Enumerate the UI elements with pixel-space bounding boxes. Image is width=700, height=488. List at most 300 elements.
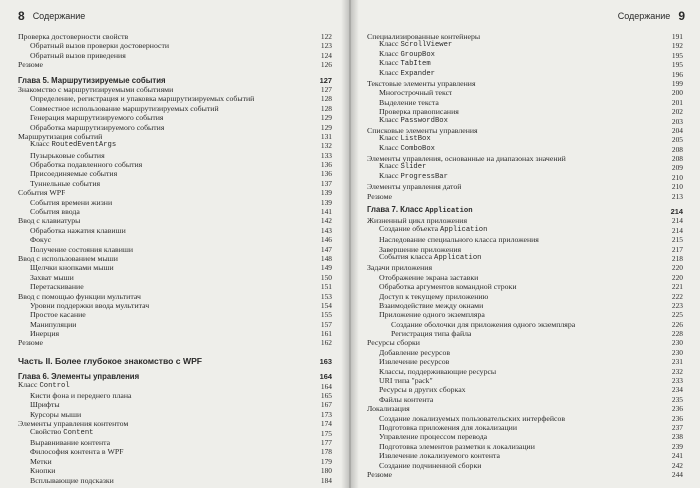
toc-entry-title [18, 104, 219, 113]
toc-page-number: 236 [671, 413, 683, 423]
toc-entry-text: Фокус [30, 235, 52, 245]
toc-entry-text: Элементы управления, основанные на диапазонах значений [367, 154, 566, 164]
toc-entry-code: ComboBox [400, 144, 435, 153]
toc-entry-text: Создание подчиненной сборки [379, 460, 482, 470]
toc-entry-title [18, 179, 100, 188]
toc-entry-title [367, 88, 452, 97]
toc-entry-text: Выравнивание контента [30, 438, 111, 447]
toc-entry-text: Подготовка приложения для локализации [379, 423, 518, 432]
toc-entry-title [18, 380, 70, 391]
toc-entry-title [18, 447, 124, 456]
toc-entry-title [18, 320, 76, 329]
toc-entry-title [18, 466, 55, 475]
toc-entry[interactable] [18, 160, 332, 169]
toc-entry-code: Expander [400, 69, 435, 78]
right-page-number: 9 [678, 9, 685, 23]
toc-entry[interactable] [367, 367, 683, 376]
toc-page-number: 200 [671, 88, 683, 98]
toc-entry[interactable] [367, 357, 683, 366]
left-page-header [18, 9, 336, 25]
toc-entry-title [18, 41, 169, 50]
toc-entry-text: Маршрутизация событий [18, 131, 103, 141]
toc-entry[interactable] [18, 51, 332, 60]
toc-entry-title [18, 188, 65, 197]
toc-entry[interactable] [18, 339, 332, 348]
toc-entry[interactable] [367, 385, 683, 394]
toc-page-number: 154 [320, 300, 332, 310]
toc-entry-title [367, 224, 487, 235]
toc-entry-text: Метки [30, 456, 52, 466]
toc-entry[interactable] [18, 245, 332, 254]
toc-page-number: 123 [320, 41, 332, 51]
toc-entry-title [18, 94, 254, 103]
toc-entry-text: Захват мыши [30, 272, 74, 282]
toc-entry[interactable] [18, 207, 332, 216]
toc-entry[interactable] [18, 273, 332, 282]
toc-entry-title [367, 329, 471, 338]
toc-page-number: 164 [319, 372, 332, 382]
toc-entry[interactable] [367, 88, 683, 97]
toc-entry[interactable] [18, 104, 332, 113]
toc-entry-text: Класс [379, 58, 401, 68]
toc-entry[interactable] [18, 320, 332, 329]
toc-page-number: 128 [320, 94, 332, 104]
toc-page-number: 220 [671, 263, 683, 273]
toc-entry[interactable] [18, 310, 332, 319]
toc-entry[interactable] [18, 141, 332, 150]
toc-page-number: 149 [320, 263, 332, 273]
left-page-number: 8 [18, 9, 25, 23]
toc-page-number: 234 [671, 385, 683, 395]
toc-entry[interactable] [367, 263, 683, 272]
toc-entry-text: Генерация маршрутизируемого события [30, 113, 164, 123]
toc-entry[interactable] [367, 98, 683, 107]
toc-entry-title [367, 461, 481, 470]
toc-page-number: 128 [320, 103, 332, 113]
toc-entry-text: Класс [379, 170, 401, 180]
toc-page-number: 179 [320, 456, 332, 466]
toc-entry-text: Извлечение локализуемого контента [379, 451, 500, 461]
toc-entry-text: Класс [18, 379, 40, 389]
toc-entry-text: Ввод с помощью функции мультитач [18, 291, 141, 301]
toc-entry-title [18, 198, 112, 207]
toc-page-number: 205 [671, 135, 683, 145]
toc-entry-title [367, 338, 420, 347]
toc-page-number: 221 [671, 282, 683, 292]
toc-entry-code: PasswordBox [400, 116, 448, 125]
toc-page-number: 228 [671, 329, 683, 339]
toc-entry-text: Класс [379, 67, 401, 77]
toc-entry-text: Обработка аргументов командной строки [379, 282, 517, 292]
toc-entry-title [18, 338, 43, 347]
toc-entry[interactable] [18, 329, 332, 338]
toc-entry-title [367, 182, 461, 191]
toc-page-number: 244 [671, 469, 683, 479]
toc-entry-title [367, 143, 435, 154]
toc-page-number: 209 [671, 163, 683, 173]
toc-page-number: 215 [671, 235, 683, 245]
toc-entry[interactable] [18, 113, 332, 122]
toc-entry-title [18, 438, 110, 447]
toc-page-number: 208 [671, 144, 683, 154]
toc-entry[interactable] [18, 235, 332, 244]
toc-page-number: 230 [671, 338, 683, 348]
toc-entry[interactable] [18, 426, 332, 438]
toc-entry-title [18, 263, 114, 272]
toc-entry[interactable] [367, 432, 683, 441]
toc-page-number: 162 [320, 338, 332, 348]
toc-page-number: 204 [671, 125, 683, 135]
left-toc-list [18, 32, 332, 485]
toc-page-number: 137 [320, 178, 332, 188]
toc-entry[interactable] [367, 320, 683, 329]
toc-entry-title [367, 470, 392, 479]
toc-page-number: 241 [671, 451, 683, 461]
toc-entry[interactable] [367, 339, 683, 348]
toc-entry-text: Определение, регистрация и упаковка маршрутизируемых событий [30, 94, 255, 104]
toc-page-number: 177 [320, 438, 332, 447]
toc-page-number: 127 [320, 84, 332, 94]
toc-entry[interactable] [367, 114, 683, 126]
toc-page-number: 148 [320, 253, 332, 263]
toc-entry[interactable] [367, 461, 683, 470]
toc-entry-text: Приложение одного экземпляра [379, 310, 485, 320]
toc-entry[interactable] [18, 410, 332, 419]
toc-page-number: 210 [671, 172, 683, 182]
toc-entry[interactable] [367, 235, 683, 244]
toc-entry-text: Простое касание [30, 310, 86, 320]
toc-entry[interactable] [367, 192, 683, 201]
toc-entry-text: Класс [30, 139, 52, 149]
toc-entry-title [367, 376, 433, 385]
toc-entry-text: Класс [379, 142, 401, 152]
toc-entry-text: Текстовые элементы управления [367, 78, 476, 88]
toc-entry[interactable] [18, 226, 332, 235]
toc-page-number: 226 [671, 319, 683, 329]
toc-entry-title [367, 205, 473, 216]
toc-entry-title [18, 85, 173, 94]
toc-entry-title [367, 252, 481, 263]
toc-page-number: 129 [320, 122, 332, 132]
toc-entry-title [18, 113, 163, 122]
toc-page-number: 174 [320, 419, 332, 429]
toc-entry-code: GroupBox [400, 50, 435, 59]
toc-entry-text: Уровни поддержки ввода мультитач [30, 300, 150, 310]
toc-page-number: 165 [320, 391, 332, 401]
toc-entry-text: Манипуляции [30, 319, 77, 329]
toc-entry-title [367, 367, 496, 376]
toc-entry-title [367, 310, 485, 319]
toc-entry-title [18, 254, 118, 263]
toc-page-number: 178 [320, 447, 332, 457]
toc-entry-text: Локализация [367, 404, 410, 414]
toc-entry-title [367, 301, 483, 310]
toc-entry-title [18, 410, 81, 419]
toc-page-number: 173 [320, 409, 332, 419]
toc-entry[interactable] [367, 414, 683, 423]
toc-entry[interactable] [18, 379, 332, 391]
toc-page-number: 150 [320, 272, 332, 282]
toc-page-number: 141 [320, 207, 332, 217]
toc-entry-text: Задачи приложения [367, 263, 433, 273]
toc-entry[interactable] [18, 60, 332, 69]
toc-entry-title [367, 442, 535, 451]
toc-entry-title [18, 216, 80, 225]
toc-entry-title [367, 171, 448, 182]
toc-entry[interactable] [18, 41, 332, 50]
toc-entry[interactable] [367, 67, 683, 79]
toc-entry-title [18, 226, 126, 235]
toc-entry[interactable] [18, 476, 332, 485]
toc-entry[interactable] [18, 438, 332, 447]
toc-entry-text: События WPF [18, 188, 66, 198]
toc-entry-text: События времени жизни [30, 197, 113, 207]
toc-part-heading[interactable] [18, 357, 332, 366]
toc-page-number: 167 [320, 400, 332, 410]
toc-page-number: 151 [320, 282, 332, 292]
toc-entry-text: Создание локализуемых пользовательских интерфейсов [379, 413, 566, 423]
toc-entry-text: Совместное использование маршрутизируемых событий [30, 103, 219, 113]
toc-entry-text: Проверка правописания [379, 107, 459, 117]
toc-page-number: 232 [671, 366, 683, 376]
toc-entry-text: Обратный вызов проверки достоверности [30, 41, 170, 51]
toc-entry[interactable] [18, 198, 332, 207]
toc-entry[interactable] [367, 273, 683, 282]
toc-entry[interactable] [367, 442, 683, 451]
toc-entry-text: Специализированные контейнеры [367, 31, 481, 41]
toc-entry-text: Управление процессом перевода [379, 432, 488, 442]
toc-entry-text: Курсоры мыши [30, 409, 82, 419]
toc-entry[interactable] [367, 142, 683, 154]
toc-entry[interactable] [367, 170, 683, 182]
toc-entry-text: Шрифты [30, 400, 60, 410]
toc-page-number: 218 [671, 253, 683, 263]
toc-entry[interactable] [18, 179, 332, 188]
toc-entry-text: Резюме [18, 60, 43, 70]
toc-entry-text: Перетаскивание [30, 282, 84, 292]
toc-page-number: 201 [671, 97, 683, 107]
toc-entry-text: Глава 5. Маршрутизируемые события [18, 75, 166, 85]
toc-entry-title [18, 310, 86, 319]
toc-entry-text: Класс [379, 39, 401, 49]
toc-page-number: 217 [671, 244, 683, 254]
toc-entry-title [18, 301, 149, 310]
toc-page-number: 192 [671, 41, 683, 51]
toc-entry[interactable] [18, 169, 332, 178]
toc-entry[interactable] [18, 188, 332, 197]
toc-entry-title [367, 414, 565, 423]
toc-page-number: 214 [670, 207, 683, 217]
toc-entry-title [18, 76, 166, 85]
toc-entry[interactable] [18, 457, 332, 466]
toc-chapter-heading[interactable] [18, 76, 332, 85]
toc-entry-text: Элементы управления датой [367, 182, 462, 192]
toc-chapter-heading[interactable] [367, 207, 683, 216]
toc-entry[interactable] [18, 94, 332, 103]
toc-entry-code: Application [434, 253, 482, 262]
toc-entry[interactable] [367, 79, 683, 88]
toc-page-number: 195 [671, 60, 683, 70]
toc-page-number: 231 [671, 357, 683, 367]
toc-entry-text: Обратный вызов приведения [30, 50, 126, 60]
toc-entry-text: Добавление ресурсов [379, 347, 451, 357]
right-page [351, 0, 700, 488]
toc-page-number: 180 [320, 466, 332, 476]
toc-entry-code: ProgressBar [400, 172, 448, 181]
toc-page-number: 196 [671, 69, 683, 79]
toc-entry[interactable] [18, 254, 332, 263]
toc-entry[interactable] [367, 182, 683, 191]
toc-entry-code: ListBox [400, 135, 431, 144]
toc-entry[interactable] [367, 395, 683, 404]
toc-entry-code: Application [425, 207, 473, 216]
toc-entry-text: Отображение экрана заставки [379, 272, 479, 282]
toc-entry-text: Присоединяемые события [30, 169, 118, 179]
toc-entry[interactable] [18, 32, 332, 41]
toc-entry[interactable] [18, 85, 332, 94]
toc-entry-text: Извлечение ресурсов [379, 357, 450, 367]
toc-entry-title [18, 329, 59, 338]
left-page-running-title: Содержание [32, 11, 86, 21]
toc-entry[interactable] [367, 404, 683, 413]
toc-entry[interactable] [367, 282, 683, 291]
toc-entry[interactable] [18, 301, 332, 310]
toc-entry-text: Кнопки [30, 466, 56, 476]
toc-page-number: 126 [320, 60, 332, 70]
toc-entry-title [367, 385, 466, 394]
toc-page-number: 136 [320, 169, 332, 179]
toc-entry-title [367, 115, 448, 126]
toc-entry-title [367, 263, 432, 272]
toc-entry[interactable] [18, 447, 332, 456]
toc-entry[interactable] [18, 282, 332, 291]
right-page-header [361, 9, 685, 25]
toc-entry-text: Глава 6. Элементы управления [18, 372, 140, 382]
toc-entry-title [18, 32, 128, 41]
toc-page-number: 238 [671, 432, 683, 442]
toc-entry-text: Класс [379, 48, 401, 58]
toc-entry-text: Наследование специального класса приложения [379, 235, 539, 245]
toc-entry-text: Классы, поддерживающие ресурсы [379, 366, 497, 376]
toc-entry-text: События класса [379, 251, 434, 261]
toc-entry-text: URI типа "pack" [379, 376, 433, 386]
toc-page-number: 214 [671, 216, 683, 226]
toc-entry-text: Обработка маршрутизируемого события [30, 122, 165, 132]
toc-entry-title [18, 51, 126, 60]
toc-entry-title [367, 357, 449, 366]
toc-entry-title [18, 151, 105, 160]
toc-entry-title [367, 79, 476, 88]
toc-entry[interactable] [18, 466, 332, 475]
toc-entry-title [367, 292, 488, 301]
toc-page-number: 136 [320, 160, 332, 170]
toc-entry-text: Ресурсы сборки [367, 338, 420, 348]
toc-page-number: 127 [319, 75, 332, 85]
toc-entry-text: Ввод с использованием мыши [18, 253, 118, 263]
toc-entry-title [367, 423, 517, 432]
toc-entry-text: Свойство [30, 426, 64, 436]
toc-entry-title [367, 395, 433, 404]
toc-entry[interactable] [367, 251, 683, 263]
toc-entry-title [18, 169, 117, 178]
toc-entry[interactable] [18, 151, 332, 160]
toc-entry-text: Класс [379, 133, 401, 143]
toc-entry-text: Резюме [18, 338, 43, 348]
toc-page-number: 139 [320, 188, 332, 198]
toc-entry-text: Обработка нажатия клавиши [30, 225, 126, 235]
toc-page-number: 214 [671, 225, 683, 235]
toc-entry-text: Многострочный текст [379, 88, 453, 98]
toc-entry[interactable] [18, 292, 332, 301]
toc-entry[interactable] [18, 123, 332, 132]
toc-entry-text: Резюме [367, 469, 392, 479]
toc-entry-text: Доступ к текущему приложению [379, 291, 489, 301]
toc-page-number: 203 [671, 116, 683, 126]
toc-entry[interactable] [367, 301, 683, 310]
toc-page-number: 230 [671, 347, 683, 357]
toc-entry-title [367, 432, 487, 441]
toc-entry-title [367, 451, 500, 460]
toc-entry-title [18, 245, 133, 254]
toc-page-number: 202 [671, 107, 683, 117]
toc-entry-text: Философия контента в WPF [30, 447, 124, 457]
toc-entry-text: Ввод с клавиатуры [18, 216, 81, 226]
toc-entry-code: Control [39, 381, 70, 390]
toc-entry-text: Регистрация типа файла [391, 329, 472, 339]
toc-entry-text: Щелчки кнопками мыши [30, 263, 114, 273]
toc-page-number: 208 [671, 154, 683, 164]
toc-page-number: 191 [671, 31, 683, 41]
toc-entry[interactable] [367, 470, 683, 479]
toc-entry[interactable] [367, 451, 683, 460]
toc-entry-title [367, 282, 517, 291]
toc-entry-text: Взаимодействие между окнами [379, 300, 484, 310]
toc-entry-text: Пузырьковые события [30, 150, 105, 160]
toc-entry-text: Проверка достоверности свойств [18, 31, 129, 41]
toc-entry[interactable] [18, 216, 332, 225]
toc-entry[interactable] [367, 376, 683, 385]
toc-page-number: 195 [671, 50, 683, 60]
toc-entry-text: Элементы управления контентом [18, 419, 129, 429]
toc-entry[interactable] [367, 329, 683, 338]
toc-entry[interactable] [367, 348, 683, 357]
toc-entry-text: События ввода [30, 207, 80, 217]
toc-entry-code: Application [439, 225, 488, 234]
toc-entry-text: Класс [379, 114, 401, 124]
toc-entry-text: Подготовка элементов разметки к локализации [379, 441, 535, 451]
toc-entry-code: RoutedEventArgs [51, 141, 117, 150]
toc-page-number: 122 [320, 31, 332, 41]
toc-entry-title [18, 60, 43, 69]
toc-entry[interactable] [18, 391, 332, 400]
toc-entry[interactable] [18, 400, 332, 409]
toc-page-number: 222 [671, 291, 683, 301]
toc-page-number: 164 [320, 381, 332, 391]
right-page-running-title: Содержание [617, 11, 671, 21]
toc-entry[interactable] [367, 223, 683, 235]
toc-entry-text: Туннельные события [30, 178, 101, 188]
toc-page-number: 213 [671, 191, 683, 201]
toc-entry[interactable] [18, 263, 332, 272]
toc-page-number: 237 [671, 423, 683, 432]
toc-entry[interactable] [367, 292, 683, 301]
toc-entry[interactable] [367, 423, 683, 432]
toc-page-number: 157 [320, 319, 332, 329]
toc-entry-title [18, 400, 60, 409]
toc-page-number: 223 [671, 300, 683, 310]
toc-entry[interactable] [367, 310, 683, 319]
toc-entry-title [367, 68, 435, 79]
